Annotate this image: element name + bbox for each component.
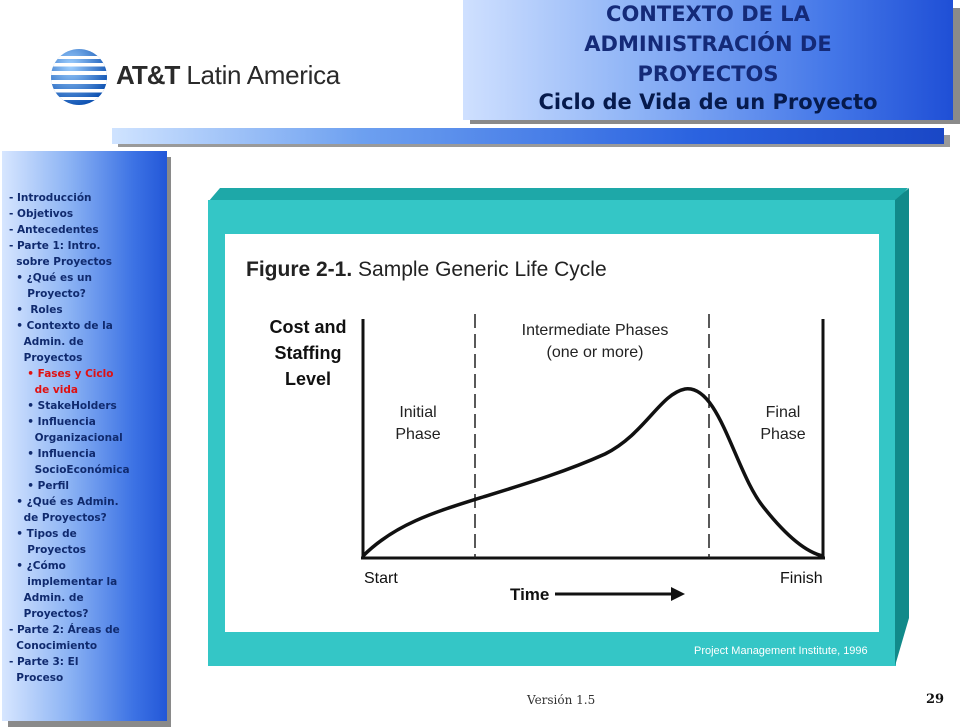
title-line-2: ADMINISTRACIÓN DE (584, 32, 832, 56)
att-logo (50, 48, 350, 108)
phase-label-intermediate: Intermediate Phases (one or more) (521, 322, 669, 361)
sidebar-item[interactable]: - Parte 3: El (9, 656, 79, 668)
sidebar-item[interactable]: • ¿Qué es Admin. (9, 496, 119, 508)
version-label: Versión 1.5 (527, 693, 596, 707)
figure-title: Figure 2-1. Sample Generic Life Cycle (246, 258, 607, 281)
time-arrow-head (671, 587, 685, 601)
sidebar-item[interactable]: - Introducción (9, 192, 92, 204)
sidebar-item[interactable]: • Tipos de (9, 528, 77, 540)
phase-label-final: Final Phase (760, 404, 806, 443)
logo-brand: AT&T (116, 60, 180, 90)
sidebar-item[interactable]: Admin. de (9, 592, 84, 604)
phase-label-initial: Initial Phase (395, 404, 441, 443)
frame-side-bevel (895, 188, 909, 666)
sidebar-item[interactable]: - Objetivos (9, 208, 74, 220)
sidebar-nav (9, 190, 164, 686)
sidebar-item[interactable]: Conocimiento (9, 640, 98, 652)
sidebar-item[interactable]: • ¿Cómo (9, 560, 66, 572)
sidebar-item[interactable]: Proceso (9, 672, 64, 684)
sidebar-item[interactable]: - Antecedentes (9, 224, 99, 236)
sidebar-item[interactable]: Proyectos (9, 544, 87, 556)
sidebar-item[interactable]: • Perfil (9, 480, 70, 492)
sidebar-item[interactable]: SocioEconómica (9, 464, 130, 476)
sidebar-item[interactable]: de vida (9, 384, 78, 396)
globe-icon (50, 48, 108, 106)
sidebar-item[interactable]: • Roles (9, 304, 63, 316)
sidebar-item[interactable]: Proyectos? (9, 608, 89, 620)
sidebar-item[interactable]: • Fases y Ciclo (9, 368, 114, 380)
x-axis-time-label: Time (510, 585, 550, 604)
page-subtitle: Ciclo de Vida de un Proyecto (538, 90, 878, 114)
header-bar (112, 128, 944, 144)
page-number: 29 (926, 692, 945, 707)
sidebar-item[interactable]: implementar la (9, 576, 118, 588)
sidebar-item[interactable]: • Influencia (9, 448, 96, 460)
sidebar-item[interactable]: • ¿Qué es un (9, 272, 92, 284)
sidebar-item[interactable]: de Proyectos? (9, 512, 107, 524)
sidebar-item[interactable]: • StakeHolders (9, 400, 117, 412)
logo-region: Latin America (186, 60, 340, 90)
sidebar-item[interactable]: - Parte 1: Intro. (9, 240, 101, 252)
sidebar-item[interactable]: • Influencia (9, 416, 96, 428)
title-line-1: CONTEXTO DE LA (606, 2, 810, 26)
sidebar-item[interactable]: • Contexto de la (9, 320, 113, 332)
x-axis-finish-label: Finish (780, 570, 823, 587)
sidebar-item[interactable]: Proyecto? (9, 288, 86, 300)
y-axis-label: Cost and Staffing Level (269, 317, 347, 389)
x-axis-start-label: Start (364, 570, 398, 587)
sidebar-item[interactable]: Proyectos (9, 352, 83, 364)
sidebar-item[interactable]: Admin. de (9, 336, 84, 348)
sidebar-item[interactable]: sobre Proyectos (9, 256, 113, 268)
sidebar-item[interactable]: Organizacional (9, 432, 123, 444)
title-banner (463, 0, 953, 120)
sidebar-item[interactable]: - Parte 2: Áreas de (9, 624, 120, 636)
sidebar (2, 151, 167, 721)
figure-caption: Project Management Institute, 1996 (694, 645, 868, 657)
title-line-3: PROYECTOS (637, 62, 779, 86)
